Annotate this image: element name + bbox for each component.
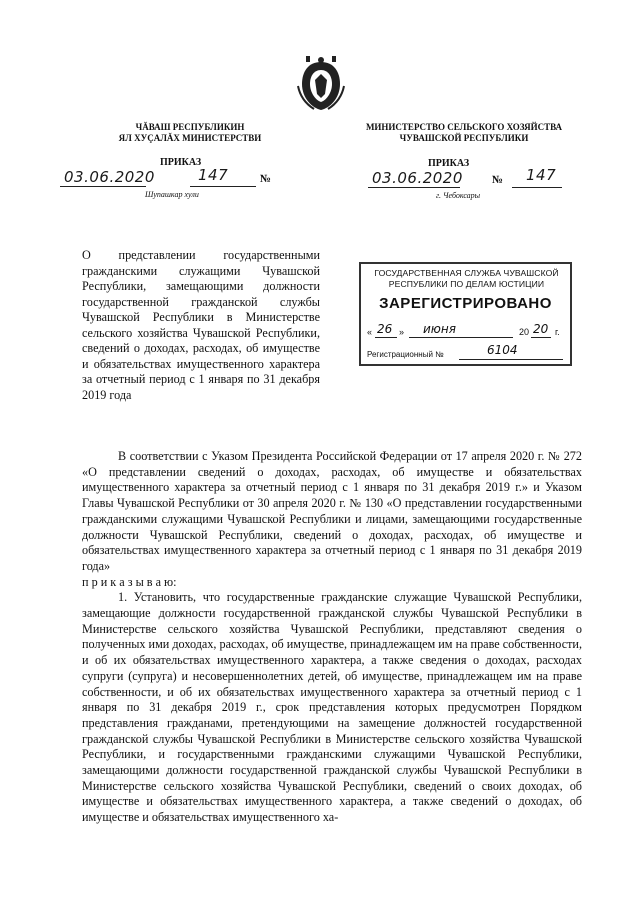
header-right-number: 147 (526, 166, 557, 184)
header-right-city: г. Чебоксары (436, 191, 481, 200)
stamp-year-g: г. (555, 327, 560, 337)
registration-stamp (359, 262, 572, 366)
order-title: О представлении государственными гражданскими служащими Чувашской Республики, замещающими должности государственной гражданской службы Чувашской Республики в Министерстве сельского хозяйства Чувашской Республики, сведений о доходах, расходах, об имуществе и обязательствах имущественного характера за отчетный период с 1 января по 31 декабря 2019 года (82, 248, 320, 402)
header-left-doc-type: ПРИКАЗ (160, 157, 202, 168)
header-left-line2: ЯЛ ХУÇАЛĂХ МИНИСТЕРСТВИ (118, 133, 262, 143)
header-left-date-underline (60, 186, 146, 187)
body-paragraph-2: 1. Установить, что государственные гражданские служащие Чувашской Республики, замещающие должности государственной гражданской службы Чувашской Республики в Министерстве сельского хозяйства Чувашской Республики, представляют сведения о полученных ими доходах, расходах, об имуществе, принадлежащем им на праве собственности, и об их обязательствах имущественного характера, а также сведения о доходах, расходах супруги (супруга) и несовершеннолетних детей, об имуществе, принадлежащем им на праве собственности, и об их обязательствах имущественного характера за отчетный период с 1 января по 31 декабря 2019 г., срок представления которых предусмотрен Порядком представления гражданами, претендующими на замещение должностей государственной гражданской службы Чувашской Республики в Министерстве сельского хозяйства Чувашской Республики, и государственными гражданскими служащими Чувашской Республики, замещающими должности государственной гражданской службы Чувашской Республики в Министерстве сельского хозяйства Чувашской Республики, сведений о своих доходах, об имуществе и обязательствах имущественного характера, а также сведений о доходах, об имуществе и обязательствах имущественного ха- (82, 590, 582, 825)
header-right-date-underline (368, 187, 460, 188)
header-left-date: 03.06.2020 (64, 168, 155, 186)
header-left-number-underline (190, 186, 256, 187)
stamp-registered: ЗАРЕГИСТРИРОВАНО (379, 295, 552, 312)
stamp-day-line (375, 337, 397, 338)
stamp-year-suffix: 20 (533, 322, 549, 336)
stamp-quote-close: » (399, 327, 405, 337)
stamp-month-line (409, 337, 513, 338)
header-right-number-underline (512, 187, 562, 188)
body-command: п р и к а з ы в а ю: (82, 574, 177, 589)
header-right-line2: ЧУВАШСКОЙ РЕСПУБЛИКИ (399, 133, 529, 143)
header-left-number: 147 (198, 166, 229, 184)
header-right-org (364, 122, 564, 144)
body-paragraph-1: В соответствии с Указом Президента Российской Федерации от 17 апреля 2020 г. № 272 «О представлении сведений о доходах, расходах, об имуществе и обязательствах имущественного характера за отчетный период с 1 января по 31 декабря 2019 г.» и Указом Главы Чувашской Республики от 30 апреля 2020 г. № 130 «О представлении государственными гражданскими служащими Чувашской Республики и лицами, замещающими государственные должности Чувашской Республики, сведений о доходах, расходах, об имуществе и обязательствах имущественного характера за отчетный период с 1 января по 31 декабря 2019 года» (82, 449, 582, 573)
stamp-year-prefix: 20 (519, 327, 530, 337)
stamp-year-line (531, 337, 551, 338)
order-body (82, 449, 582, 826)
header-right-date: 03.06.2020 (372, 169, 463, 187)
header-left-line1: ЧĂВАШ РЕСПУБЛИКИН (135, 122, 245, 132)
header-left-city: Шупашкар хули (145, 190, 199, 199)
header-right-num-sign: № (492, 174, 504, 186)
stamp-month: июня (423, 322, 456, 336)
stamp-line2: РЕСПУБЛИКИ ПО ДЕЛАМ ЮСТИЦИИ (388, 279, 545, 289)
header-right-doc-type: ПРИКАЗ (428, 158, 470, 169)
stamp-day: 26 (377, 322, 393, 336)
stamp-quote-open: « (367, 327, 373, 337)
header-left-org (110, 122, 270, 144)
stamp-reg-label: Регистрационный № (367, 350, 444, 359)
header-right-line1: МИНИСТЕРСТВО СЕЛЬСКОГО ХОЗЯЙСТВА (365, 122, 563, 132)
stamp-line1: ГОСУДАРСТВЕННАЯ СЛУЖБА ЧУВАШСКОЙ (374, 268, 559, 278)
coat-of-arms-emblem-icon (296, 56, 346, 112)
stamp-reg-number: 6104 (487, 343, 518, 357)
stamp-reg-line (459, 359, 563, 360)
header-left-num-sign: № (260, 173, 272, 185)
stamp-authority (365, 268, 568, 290)
